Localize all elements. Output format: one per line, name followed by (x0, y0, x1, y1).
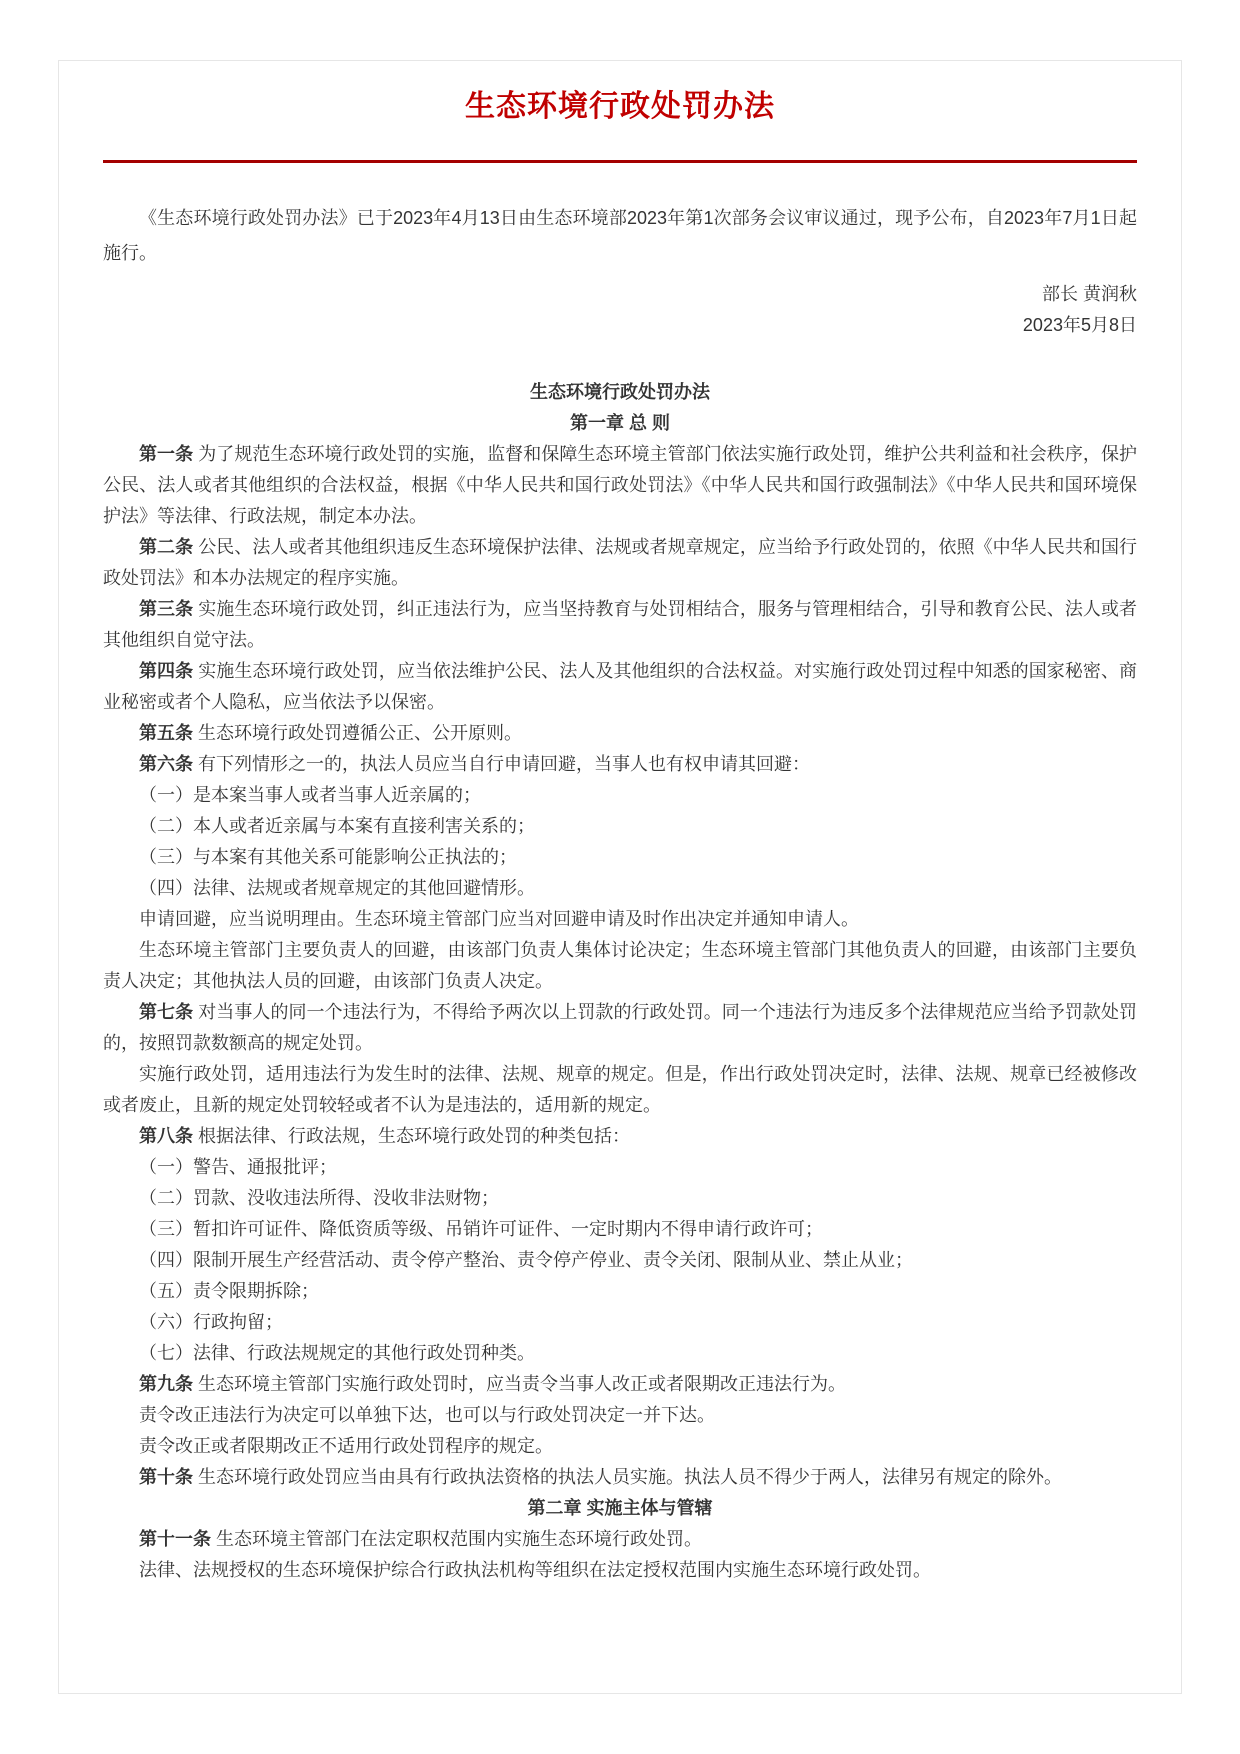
chapter-heading: 第一章 总 则 (569, 413, 670, 433)
body-paragraph: 法律、法规授权的生态环境保护综合行政执法机构等组织在法定授权范围内实施生态环境行政处罚。 (139, 1560, 931, 1580)
article-paragraph: 第九条 生态环境主管部门实施行政处罚时，应当责令当事人改正或者限期改正违法行为。 (139, 1374, 846, 1394)
body-paragraph: 生态环境主管部门主要负责人的回避，由该部门负责人集体讨论决定；生态环境主管部门其他负责人的回避，由该部门主要负责人决定；其他执法人员的回避，由该部门负责人决定。 (103, 940, 1137, 991)
article-paragraph: 第四条 实施生态环境行政处罚，应当依法维护公民、法人及其他组织的合法权益。对实施行政处罚过程中知悉的国家秘密、商业秘密或者个人隐私，应当依法予以保密。 (103, 661, 1138, 712)
article-number: 第十条 (139, 1467, 193, 1487)
article-paragraph: 第一条 为了规范生态环境行政处罚的实施，监督和保障生态环境主管部门依法实施行政处罚，维护公共利益和社会秩序，保护公民、法人或者其他组织的合法权益，根据《中华人民共和国行政处罚法》《中华人民共和国行政强制法》《中华人民共和国环境保护法》等法律、行政法规，制定本办法。 (103, 444, 1138, 526)
body-paragraph: （一）是本案当事人或者当事人近亲属的； (139, 785, 481, 805)
document-page (58, 60, 1182, 1694)
article-paragraph: 第十一条 生态环境主管部门在法定职权范围内实施生态环境行政处罚。 (139, 1529, 702, 1549)
article-paragraph: 第五条 生态环境行政处罚遵循公正、公开原则。 (139, 723, 522, 743)
article-number: 第二条 (139, 537, 194, 557)
body-paragraph: 申请回避，应当说明理由。生态环境主管部门应当对回避申请及时作出决定并通知申请人。 (139, 909, 859, 929)
article-paragraph: 第八条 根据法律、行政法规，生态环境行政处罚的种类包括： (139, 1126, 630, 1146)
body-paragraph: （四）限制开展生产经营活动、责令停产整治、责令停产停业、责令关闭、限制从业、禁止从业； (139, 1250, 913, 1270)
date-line: 2023年5月8日 (1022, 315, 1137, 335)
article-paragraph: 第七条 对当事人的同一个违法行为，不得给予两次以上罚款的行政处罚。同一个违法行为违反多个法律规范应当给予罚款处罚的，按照罚款数额高的规定处罚。 (103, 1002, 1138, 1053)
preamble-paragraph: 《生态环境行政处罚办法》已于2023年4月13日由生态环境部2023年第1次部务会议审议通过，现予公布，自2023年7月1日起施行。 (103, 208, 1137, 263)
page-title: 生态环境行政处罚办法 (465, 90, 775, 123)
body-paragraph: 责令改正或者限期改正不适用行政处罚程序的规定。 (139, 1436, 553, 1456)
article-number: 第六条 (139, 754, 193, 774)
body-paragraph: （五）责令限期拆除； (139, 1281, 319, 1301)
body-paragraph: （六）行政拘留； (139, 1312, 283, 1332)
body-paragraph: （二）本人或者近亲属与本案有直接利害关系的； (139, 816, 535, 836)
body-paragraph: （七）法律、行政法规规定的其他行政处罚种类。 (139, 1343, 535, 1363)
article-paragraph: 第六条 有下列情形之一的，执法人员应当自行申请回避，当事人也有权申请其回避： (139, 754, 810, 774)
article-paragraph: 第二条 公民、法人或者其他组织违反生态环境保护法律、法规或者规章规定，应当给予行政处罚的，依照《中华人民共和国行政处罚法》和本办法规定的程序实施。 (103, 537, 1138, 588)
body-paragraph: （三）与本案有其他关系可能影响公正执法的； (139, 847, 517, 867)
article-number: 第三条 (139, 599, 194, 619)
article-number: 第五条 (139, 723, 193, 743)
body-paragraph: （三）暂扣许可证件、降低资质等级、吊销许可证件、一定时期内不得申请行政许可； (139, 1219, 823, 1239)
article-number: 第八条 (139, 1126, 193, 1146)
article-number: 第十一条 (139, 1529, 211, 1549)
body-paragraph: 责令改正违法行为决定可以单独下达，也可以与行政处罚决定一并下达。 (139, 1405, 715, 1425)
article-number: 第九条 (139, 1374, 193, 1394)
chapter-heading: 第二章 实施主体与管辖 (527, 1498, 713, 1518)
body-paragraph: （二）罚款、没收违法所得、没收非法财物； (139, 1188, 499, 1208)
body-paragraph: （一）警告、通报批评； (139, 1157, 337, 1177)
article-paragraph: 第十条 生态环境行政处罚应当由具有行政执法资格的执法人员实施。执法人员不得少于两人，法律另有规定的除外。 (139, 1467, 1062, 1487)
document-body (103, 377, 1137, 1586)
title-divider (103, 160, 1137, 163)
document-heading: 生态环境行政处罚办法 (530, 382, 710, 402)
signature-line: 部长 黄润秋 (1041, 284, 1137, 304)
body-paragraph: 实施行政处罚，适用违法行为发生时的法律、法规、规章的规定。但是，作出行政处罚决定时，法律、法规、规章已经被修改或者废止，且新的规定处罚较轻或者不认为是违法的，适用新的规定。 (103, 1064, 1137, 1115)
body-paragraph: （四）法律、法规或者规章规定的其他回避情形。 (139, 878, 535, 898)
article-paragraph: 第三条 实施生态环境行政处罚，纠正违法行为，应当坚持教育与处罚相结合，服务与管理相结合，引导和教育公民、法人或者其他组织自觉守法。 (103, 599, 1138, 650)
article-number: 第七条 (139, 1002, 194, 1022)
article-number: 第一条 (139, 444, 194, 464)
article-number: 第四条 (139, 661, 194, 681)
